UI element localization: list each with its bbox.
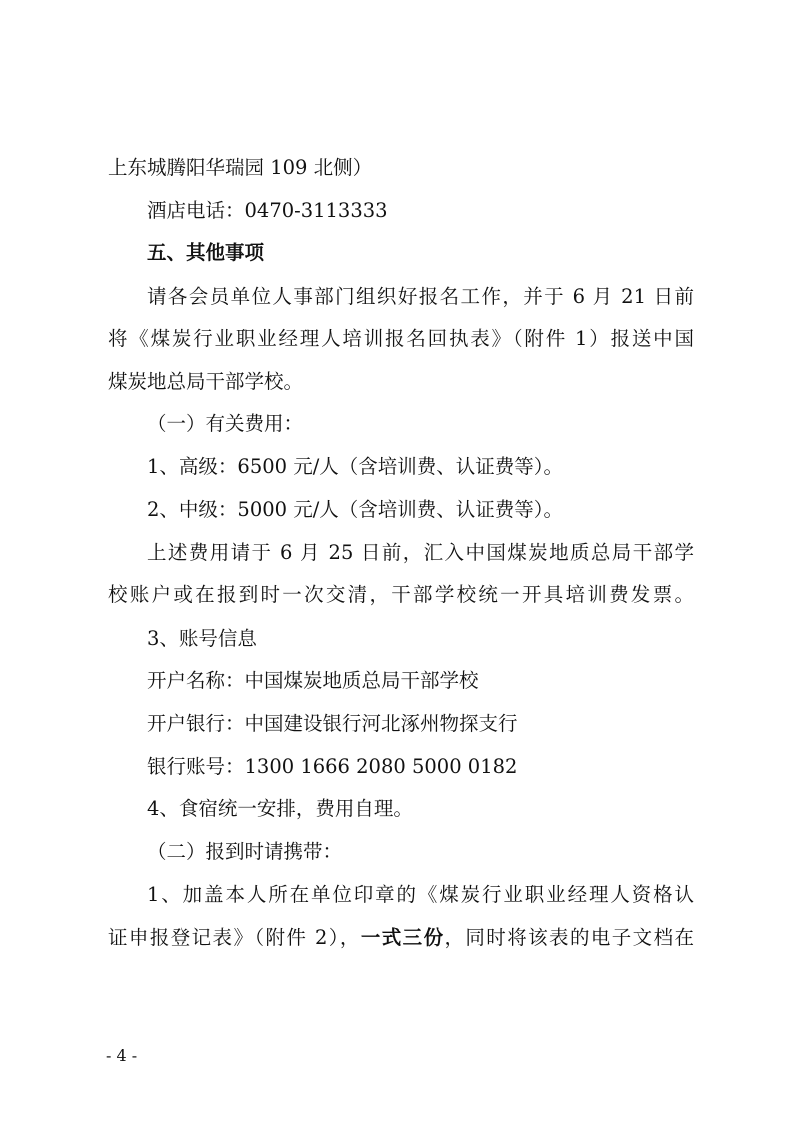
section-heading: 五、其他事项 <box>147 241 265 264</box>
subsection-heading: （一）有关费用： <box>147 412 304 435</box>
bold-text: 一式三份 <box>360 926 445 949</box>
text-line: 1、加盖本人所在单位印章的《煤炭行业职业经理人资格认 <box>147 883 694 906</box>
fee-item: 2、中级：5000 元/人（含培训费、认证费等）。 <box>147 498 564 521</box>
subsection-heading: （二）报到时请携带： <box>147 840 343 863</box>
text-line: 4、食宿统一安排，费用自理。 <box>147 797 413 820</box>
text-line: 校账户或在报到时一次交清，干部学校统一开具培训费发票。 <box>108 583 694 606</box>
text-line: 上东城腾阳华瑞园 109 北侧） <box>108 156 373 179</box>
account-name: 开户名称：中国煤炭地质总局干部学校 <box>147 669 479 692</box>
text-segment: ，同时将该表的电子文档在 <box>444 926 694 949</box>
text-segment: 证申报登记表》（附件 2）， <box>108 926 361 949</box>
text-line: 将《煤炭行业职业经理人培训报名回执表》（附件 1）报送中国 <box>108 327 694 350</box>
text-line: 请各会员单位人事部门组织好报名工作，并于 6 月 21 日前 <box>147 285 694 308</box>
account-info-heading: 3、账号信息 <box>147 627 257 650</box>
fee-item: 1、高级：6500 元/人（含培训费、认证费等）。 <box>147 455 564 478</box>
text-line <box>108 925 694 951</box>
page-number: - 4 - <box>106 1046 138 1065</box>
hotel-phone-line: 酒店电话：0470-3113333 <box>147 199 388 222</box>
account-number: 银行账号：1300 1666 2080 5000 0182 <box>147 755 518 778</box>
text-line: 上述费用请于 6 月 25 日前，汇入中国煤炭地质总局干部学 <box>147 541 694 564</box>
text-line: 煤炭地总局干部学校。 <box>108 370 304 393</box>
account-bank: 开户银行：中国建设银行河北涿州物探支行 <box>147 712 518 735</box>
